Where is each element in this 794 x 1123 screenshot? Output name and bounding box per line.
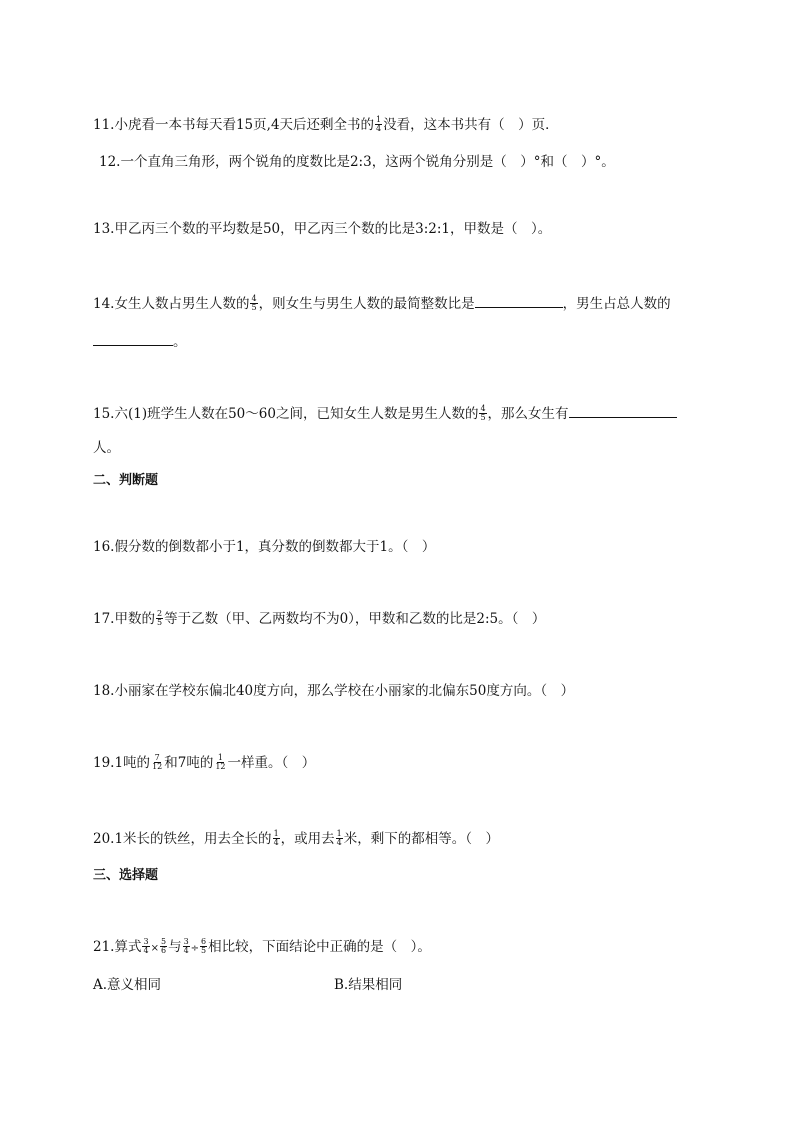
- operator: ÷: [190, 943, 200, 954]
- fraction: $\frac{1}{4}$: [376, 115, 382, 133]
- section-heading-choice: [93, 867, 158, 885]
- question-16: [93, 538, 435, 556]
- question-21: [93, 938, 431, 958]
- fraction: $\frac{1}{4}$: [273, 829, 279, 847]
- question-15-text-c: 人。: [93, 440, 120, 456]
- question-21-text-a: 21.算式: [93, 939, 142, 955]
- question-21-text-b: 与: [168, 939, 182, 955]
- question-20-text-c: 米，剩下的都相等。（ ）: [343, 831, 499, 847]
- question-11-text-b: 没看，这本书共有（ ）页．: [383, 117, 559, 133]
- fraction: $\frac{4}{5}$: [480, 404, 486, 422]
- answer-blank[interactable]: [475, 293, 563, 308]
- option-a-label: A.意义相同: [93, 977, 162, 993]
- question-14-text-a: 14.女生人数占男生人数的: [93, 296, 250, 312]
- question-15-text-a: 15.六(1)班学生人数在50～60之间，已知女生人数是男生人数的: [93, 406, 479, 422]
- fraction: $\frac{1}{12}$: [215, 753, 226, 771]
- question-16-text: 16.假分数的倒数都小于1，真分数的倒数都大于1。（ ）: [93, 539, 436, 555]
- question-14-text-d: 。: [173, 334, 187, 350]
- question-11-text-a: 11.小虎看一本书每天看15页,4天后还剩全书的: [93, 117, 375, 133]
- question-17: [93, 610, 545, 628]
- fraction: $\frac{1}{4}$: [336, 829, 342, 847]
- question-19-text-a: 19.1吨的: [93, 755, 151, 771]
- question-15: [93, 403, 677, 423]
- option-b[interactable]: [334, 976, 402, 994]
- question-12-text: 12.一个直角三角形，两个锐角的度数比是2:3，这两个锐角分别是（ ）°和（ ）°。: [99, 154, 615, 170]
- fraction: $\frac{2}{5}$: [156, 609, 163, 627]
- section-3-title: 三、选择题: [93, 868, 159, 883]
- fraction: $\frac{6}{5}$: [201, 937, 207, 955]
- fraction: $\frac{3}{4}$: [183, 937, 189, 955]
- question-17-text-a: 17.甲数的: [93, 611, 155, 627]
- question-19: [93, 754, 315, 772]
- question-19-text-c: 一样重。（ ）: [227, 755, 316, 771]
- question-19-text-b: 和7吨的: [164, 755, 214, 771]
- section-heading-judgement: [93, 472, 158, 490]
- fraction: $\frac{4}{5}$: [251, 294, 257, 312]
- question-20-text-a: 20.1米长的铁丝，用去全长的: [93, 831, 272, 847]
- question-14-continued: [93, 331, 187, 351]
- fraction: $\frac{5}{6}$: [160, 937, 167, 955]
- question-18-text: 18.小丽家在学校东偏北40度方向，那么学校在小丽家的北偏东50度方向。（ ）: [93, 683, 575, 699]
- question-12: [99, 153, 615, 171]
- section-2-title: 二、判断题: [93, 473, 159, 488]
- question-20: [93, 830, 499, 848]
- question-15-text-b: ，那么女生有: [487, 406, 569, 422]
- question-13-text: 13.甲乙丙三个数的平均数是50，甲乙丙三个数的比是3:2:1，甲数是（ ）。: [93, 221, 552, 237]
- question-21-text-c: 相比较，下面结论中正确的是（ ）。: [208, 939, 431, 955]
- question-11: [93, 116, 559, 134]
- question-18: [93, 682, 574, 700]
- question-13: [93, 220, 551, 238]
- fraction: $\frac{3}{4}$: [143, 937, 149, 955]
- question-17-text-b: 等于乙数（甲、乙两数均不为0），甲数和乙数的比是2:5。（ ）: [164, 611, 546, 627]
- answer-blank[interactable]: [569, 403, 677, 418]
- operator: ×: [150, 943, 159, 954]
- question-14: [93, 293, 671, 313]
- fraction: $\frac{7}{12}$: [152, 753, 163, 771]
- answer-blank[interactable]: [93, 331, 173, 346]
- question-14-text-b: ，则女生与男生人数的最简整数比是: [258, 296, 475, 312]
- question-20-text-b: ，或用去: [280, 831, 335, 847]
- option-b-label: B.结果相同: [334, 977, 403, 993]
- option-a[interactable]: [93, 976, 161, 994]
- question-14-text-c: ，男生占总人数的: [562, 296, 671, 312]
- question-15-continued: [93, 439, 120, 457]
